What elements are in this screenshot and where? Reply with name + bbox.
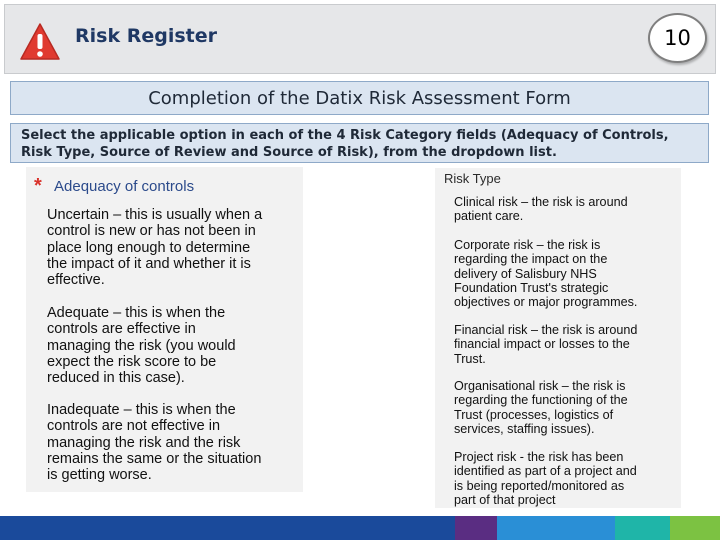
text-line: regarding the functioning of the xyxy=(454,393,628,408)
text-line: expect the risk score to be xyxy=(47,353,217,370)
text-line: managing the risk and the risk xyxy=(47,434,241,451)
text-line: Trust (processes, logistics of xyxy=(454,407,614,422)
required-star-icon: * xyxy=(34,175,42,197)
text-line: managing the risk (you would xyxy=(47,337,236,354)
text-line: part of that project xyxy=(454,492,556,507)
adequacy-heading: Adequacy of controls xyxy=(54,178,195,195)
text-line: remains the same or the situation xyxy=(47,450,262,467)
text-line: controls are not effective in xyxy=(47,418,221,435)
text-line: services, staffing issues). xyxy=(454,421,595,436)
text-line: Corporate risk – the risk is xyxy=(454,238,601,252)
text-line: objectives or major programmes. xyxy=(454,295,638,310)
text-line: financial impact or losses to the xyxy=(454,337,630,352)
text-line: identified as part of a project and xyxy=(454,464,637,479)
risk-type-panel xyxy=(435,168,681,508)
text-line: reduced in this case). xyxy=(47,370,185,387)
footer-color-bar xyxy=(0,516,720,540)
adequacy-of-controls-panel xyxy=(26,167,303,492)
option-clinical-risk xyxy=(454,195,628,224)
text-line: regarding the impact on the xyxy=(454,252,608,267)
text-line: Organisational risk – the risk is xyxy=(454,379,626,393)
warning-icon xyxy=(19,21,61,63)
option-project-risk xyxy=(454,450,637,507)
footer-segment-green xyxy=(670,516,720,540)
option-organisational-risk xyxy=(454,379,628,436)
text-line: Uncertain – this is usually when a xyxy=(47,207,263,223)
text-line: is being reported/monitored as xyxy=(454,478,625,493)
text-line: patient care. xyxy=(454,209,524,224)
text-line: controls are effective in xyxy=(47,321,196,338)
text-line: the impact of it and whether it is xyxy=(47,255,251,272)
text-line: is getting worse. xyxy=(47,467,152,484)
option-corporate-risk xyxy=(454,238,637,309)
instruction-line-2: Risk Type, Source of Review and Source of Risk), from the dropdown list. xyxy=(21,145,557,160)
page-title: Risk Register xyxy=(75,25,217,47)
text-line: Financial risk – the risk is around xyxy=(454,323,638,337)
text-line: Adequate – this is when the xyxy=(47,305,226,321)
header-bar xyxy=(4,4,716,74)
text-line: Foundation Trust's strategic xyxy=(454,280,609,295)
text-line: effective. xyxy=(47,272,105,289)
slide-number-badge: 10 xyxy=(648,13,707,63)
footer-segment-blue xyxy=(0,516,455,540)
section-banner: Completion of the Datix Risk Assessment Form xyxy=(10,81,709,115)
text-line: Trust. xyxy=(454,351,486,366)
option-adequate xyxy=(47,305,236,386)
text-line: place long enough to determine xyxy=(47,239,251,256)
footer-segment-purple xyxy=(455,516,497,540)
option-financial-risk xyxy=(454,323,637,366)
text-line: Project risk - the risk has been xyxy=(454,450,624,464)
risk-type-heading: Risk Type xyxy=(444,171,501,186)
text-line: control is new or has not been in xyxy=(47,223,256,240)
instruction-line-1: Select the applicable option in each of the 4 Risk Category fields (Adequacy of Controls, xyxy=(21,128,669,143)
footer-segment-light-blue xyxy=(497,516,615,540)
text-line: delivery of Salisbury NHS xyxy=(454,266,597,281)
option-uncertain xyxy=(47,207,262,288)
instruction-box xyxy=(10,123,709,163)
option-inadequate xyxy=(47,402,261,483)
text-line: Clinical risk – the risk is around xyxy=(454,195,628,209)
text-line: Inadequate – this is when the xyxy=(47,402,236,418)
footer-segment-teal xyxy=(615,516,670,540)
